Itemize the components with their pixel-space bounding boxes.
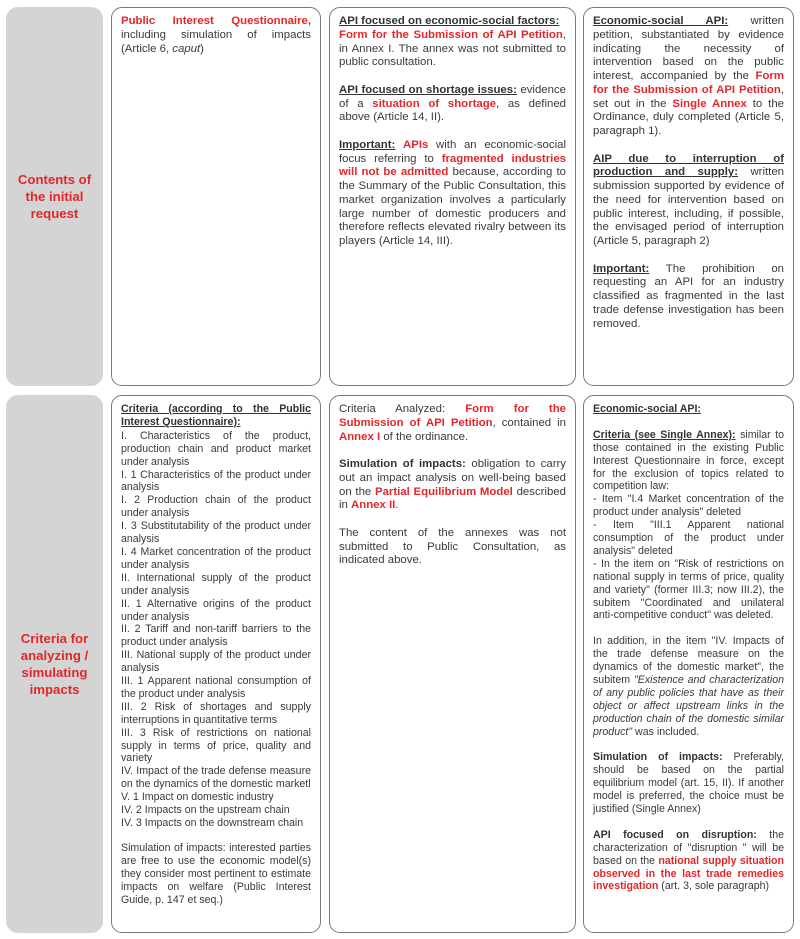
paragraph-text: to the Ordinance, duly completed (Article 5, paragraph 1).	[593, 97, 785, 137]
annex-highlight: Annex II	[351, 499, 396, 512]
criteria-item: V. 1 Impact on domestic industry	[121, 791, 274, 804]
paragraph-text: of the ordinance.	[380, 430, 469, 443]
paragraph-text: written petition, substantiated by evidence indicating the necessity of intervention based on the public interest, accompanied by the	[593, 15, 785, 82]
paragraph-text: The content of the annexes was not submitted to Public Consultation, as indicated above.	[339, 526, 566, 567]
model-highlight: Partial Equilibrium Model	[374, 485, 513, 498]
row-header-label: Criteria for analyzing / simulating impacts	[20, 631, 89, 697]
cell-new-ordinance-request	[583, 7, 794, 386]
criteria-item: III. 1 Apparent national consumption of the product under analysis	[121, 675, 311, 700]
list-item: - Item "III.1 Apparent national consumption of the product under analysis" deleted	[593, 519, 784, 557]
cell-new-ordinance-criteria	[583, 395, 794, 933]
criteria-item: IV. Impact of the trade defense measure on the dynamics of the domestic marketl	[121, 765, 311, 791]
fragmented-highlight: fragmented industries will not be admitted	[339, 152, 566, 179]
subitem-quote: "Existence and characterization of any public policies that have as their object or affect upstream links in the production chain of the domestic similar product"	[593, 674, 784, 738]
important-heading: Important:	[593, 262, 650, 275]
criteria-item: I. 2 Production chain of the product under analysis	[121, 494, 311, 520]
paragraph-text: In addition, in the item "IV. Impacts of the trade defense measure on the dynamics of the domestic market", the subitem	[593, 635, 784, 686]
form-reference: Form for the Submission of API Petition	[339, 403, 567, 429]
criteria-item: I. Characteristics of the product, production chain and product market under analysis	[121, 429, 311, 468]
paragraph-text: , set out in the	[593, 83, 784, 110]
paragraph-text: written submission supported by evidence of the need for intervention based on public interest, including, if possible, the envisaged period of interruption (Article 5, paragraph 2)	[593, 166, 785, 247]
form-reference: Form for the Submission of API Petition	[593, 70, 784, 96]
supply-highlight: national supply situation observed in the last trade remedies investigation	[593, 854, 784, 893]
annex-highlight: Annex I	[339, 430, 381, 443]
simulation-heading: Simulation of impacts:	[339, 458, 466, 470]
list-item: - In the item on "Risk of restrictions on national supply in terms of price, quality and variety" (former III.3; now III.2), the subitem "Coordinated and unilateral anti-competitive conduct" was deleted.	[593, 557, 784, 622]
paragraph-text: Preferably, should be based on the partial equilibrium model (art. 15, II). If another model is preferred, the choice must be justified (Single Annex)	[593, 751, 784, 816]
criteria-list	[121, 430, 311, 830]
row-header-initial-request	[6, 7, 103, 386]
shortage-highlight: situation of shortage	[372, 97, 496, 110]
paragraph-text: described in	[339, 485, 566, 512]
cell-ordinance-criteria	[329, 395, 576, 933]
criteria-heading: Criteria (see Single Annex):	[593, 428, 736, 441]
shortage-heading: API focused on shortage issues:	[339, 83, 517, 96]
important-heading: Important:	[339, 138, 396, 151]
criteria-item: II. 2 Tariff and non-tariff barriers to the product under analysis	[121, 623, 311, 649]
form-reference: Form for the Submission of API Petition	[339, 28, 563, 41]
paragraph-text: , contained in	[492, 416, 566, 429]
criteria-item: II. International supply of the product under analysis	[121, 571, 311, 597]
row-header-criteria	[6, 395, 103, 933]
single-annex-highlight: Single Annex	[672, 97, 747, 110]
paragraph-text: similar to those contained in the existing Public Interest Questionnaire in force, except for the exclusion of topics related to competition law:	[593, 428, 785, 493]
economic-social-heading: Economic-social API:	[593, 15, 729, 27]
simulation-text: Simulation of impacts: interested parties are free to use the economic model(s) they consider most pertinent to estimate impacts on welfare (Public Interest Guide, p. 147 et seq.)	[121, 841, 311, 906]
caput-text: caput	[172, 42, 201, 55]
apis-highlight: APIs	[403, 138, 429, 151]
cell-questionnaire	[111, 7, 321, 386]
criteria-item: I. 1 Characteristics of the product under analysis	[121, 468, 311, 494]
paragraph-text: Criteria Analyzed:	[339, 403, 466, 415]
paragraph-text: The prohibition on requesting an API for an industry classified as fragmented in the last trade defense investigation has been removed.	[593, 262, 784, 330]
criteria-item: III. 3 Risk of restrictions on national supply in terms of price, quality and variety	[121, 726, 311, 765]
criteria-item: IV. 2 Impacts on the upstream chain	[121, 804, 290, 817]
interruption-heading: AIP due to interruption of production and supply:	[593, 152, 784, 179]
criteria-item: III. 2 Risk of shortages and supply interruptions in quantitative terms	[121, 700, 311, 726]
paragraph-text: , in Annex I. The annex was not submitted to public consultation.	[339, 28, 566, 69]
questionnaire-text: including simulation of impacts (Article 6,	[121, 28, 311, 55]
paragraph-text: the characterization of "disruption " will be based on the	[593, 828, 784, 867]
criteria-item: II. 1 Alternative origins of the product under analysis	[121, 597, 311, 623]
paragraph-text: (art. 3, sole paragraph)	[658, 880, 770, 893]
criteria-title: Criteria (according to the Public Interest Questionnaire):	[121, 403, 311, 428]
disruption-heading: API focused on disruption:	[593, 828, 757, 841]
paragraph-text: was included.	[632, 725, 700, 738]
paragraph-text: because, according to the Summary of the Public Consultation, this market organization involves a particularly large number of domestic producers and therefore reflects elevated rivalry between its players (Article 14, III).	[339, 166, 566, 247]
criteria-item: I. 4 Market concentration of the product under analysis	[121, 545, 311, 571]
questionnaire-end: )	[200, 42, 204, 55]
questionnaire-title: Public Interest Questionnaire,	[121, 15, 311, 27]
criteria-item: III. National supply of the product under analysis	[121, 649, 311, 675]
economic-social-heading: API focused on economic-social factors:	[339, 15, 560, 27]
paragraph-text: .	[395, 499, 399, 512]
row-header-label: Contents of the initial request	[17, 172, 92, 221]
criteria-item: IV. 3 Impacts on the downstream chain	[121, 817, 304, 829]
paragraph-text: obligation to carry out an impact analysis on well-being based on the	[339, 458, 566, 498]
simulation-heading: Simulation of impacts:	[593, 751, 723, 764]
economic-social-heading: Economic-social API:	[593, 403, 701, 415]
paragraph-text: with an economic-social focus referring to	[339, 138, 566, 165]
criteria-item: I. 3 Substitutability of the product under analysis	[121, 520, 311, 546]
paragraph-text: evidence of a	[339, 83, 566, 110]
cell-questionnaire-criteria	[111, 395, 321, 933]
list-item: - Item "I.4 Market concentration of the product under analysis" deleted	[593, 493, 784, 519]
paragraph-text: , as defined above (Article 14, II).	[339, 97, 566, 124]
cell-ordinance-request	[329, 7, 576, 386]
